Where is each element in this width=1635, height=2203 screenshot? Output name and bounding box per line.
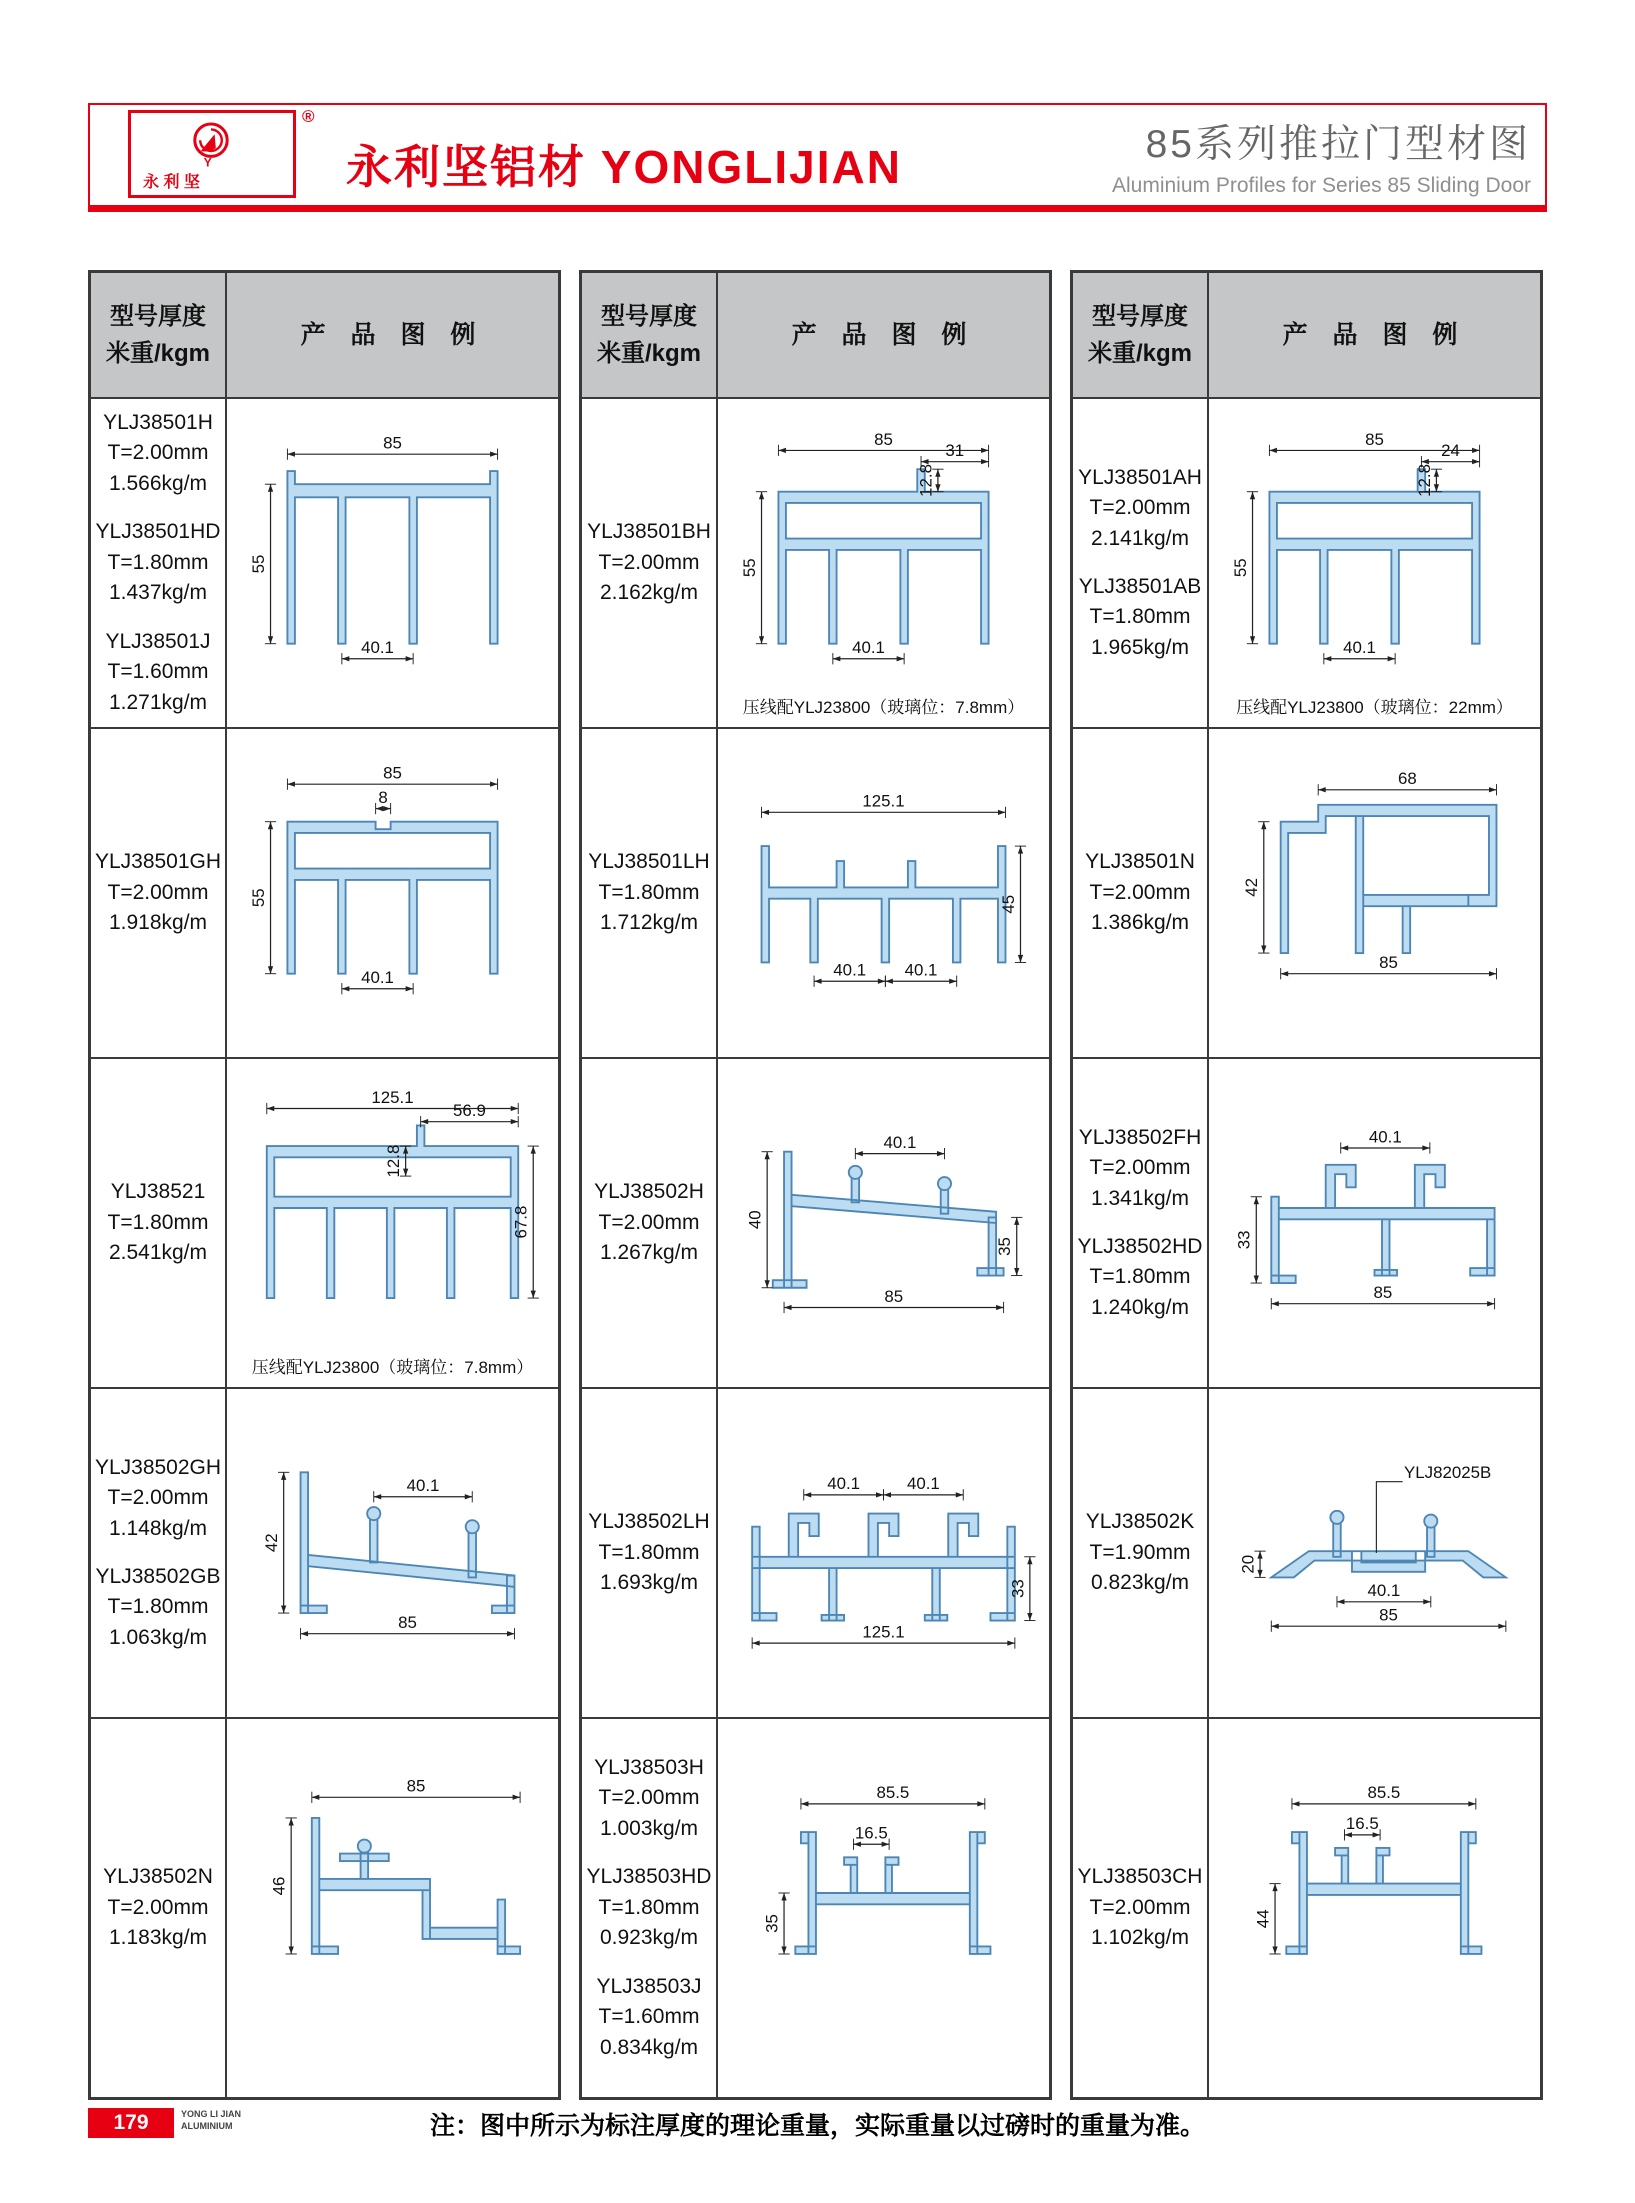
dim-value: 12.8	[1414, 464, 1434, 497]
dimension	[270, 1818, 297, 1954]
model-cell	[91, 1389, 227, 1719]
dimension	[762, 1893, 789, 1954]
model-list	[91, 1719, 225, 2097]
profile-shape	[312, 1818, 520, 1954]
dim-value: 16.5	[1345, 1814, 1379, 1834]
model-entry	[1085, 847, 1195, 938]
model-w: 2.541kg/m	[108, 1241, 208, 1265]
header	[88, 103, 1547, 212]
dimension	[740, 492, 767, 644]
dim-value: 55	[739, 558, 759, 578]
dimension	[376, 788, 391, 814]
model-w: 1.437kg/m	[108, 581, 208, 605]
glazing-note: 压线配YLJ23800（玻璃位：22mm）	[1236, 698, 1513, 717]
dimension	[1341, 1127, 1430, 1153]
page-subtitle: Aluminium Profiles for Series 85 Sliding Door	[1111, 174, 1531, 197]
model-code: YLJ38501GH	[94, 850, 222, 874]
profile-shape	[287, 471, 497, 644]
profile-shape	[752, 1514, 1015, 1621]
model-entry	[1078, 463, 1202, 554]
dimension	[1318, 769, 1496, 795]
model-t: T=1.80mm	[1089, 1265, 1191, 1289]
dimension	[249, 822, 276, 974]
profile-diagram	[1215, 1393, 1534, 1683]
dimension	[1231, 492, 1258, 644]
dimension	[342, 638, 413, 664]
dimension	[746, 1152, 773, 1288]
dimension	[784, 1287, 1004, 1313]
profile-shape	[1271, 1521, 1506, 1577]
page-title: 85系列推拉门型材图	[1145, 123, 1531, 166]
dim-value: 44	[1253, 1909, 1273, 1929]
model-cell	[91, 399, 227, 729]
diagram-cell	[227, 1389, 558, 1719]
dimension	[885, 961, 956, 987]
dimension	[342, 968, 413, 994]
model-code: YLJ38501HD	[95, 520, 221, 544]
diagram-cell	[1209, 399, 1540, 729]
model-code: YLJ38503CH	[1077, 1865, 1203, 1889]
model-w: 1.240kg/m	[1090, 1295, 1190, 1319]
dim-value: 85	[398, 1613, 417, 1633]
dim-value: 40.1	[883, 1132, 917, 1152]
profile-shape	[778, 469, 988, 644]
profile-shape	[1269, 469, 1479, 644]
dim-value: 85.5	[876, 1783, 910, 1803]
model-entry	[588, 1507, 709, 1598]
diagram-cell	[227, 1059, 558, 1389]
model-list	[582, 1719, 716, 2097]
model-list	[582, 399, 716, 727]
fitting-label: YLJ82025B	[1404, 1462, 1492, 1482]
dim-value: 31	[945, 441, 965, 461]
model-list	[91, 1059, 225, 1387]
profile-table-group-3	[1070, 270, 1543, 2100]
model-list	[582, 729, 716, 1057]
diagram-cell	[1209, 1389, 1540, 1719]
column-header-line1: 型号厚度	[110, 302, 206, 330]
diagram-cell	[1209, 729, 1540, 1059]
dim-value: 40.1	[361, 638, 394, 658]
dim-value: 16.5	[854, 1823, 888, 1843]
diagram-cell	[718, 729, 1049, 1059]
dimension	[1337, 1581, 1431, 1607]
column-header-diagram	[718, 273, 1049, 399]
dim-value: 12.8	[384, 1144, 404, 1178]
dimension	[801, 1783, 985, 1809]
profile-diagram	[724, 1393, 1043, 1683]
dimension	[1238, 1551, 1265, 1577]
model-entry	[103, 408, 213, 499]
dim-value: 85	[406, 1776, 426, 1796]
model-w: 1.148kg/m	[108, 1516, 208, 1540]
diagram-cell	[1209, 1059, 1540, 1389]
model-t: T=1.80mm	[598, 1895, 700, 1919]
dimension	[1292, 1783, 1476, 1809]
model-entry	[587, 1862, 712, 1953]
model-entry	[1086, 1507, 1195, 1598]
model-list	[91, 399, 225, 727]
dim-value: 85.5	[1367, 1783, 1401, 1803]
dim-value: 42	[262, 1533, 282, 1553]
model-t: T=1.80mm	[1089, 605, 1191, 629]
column-header-diagram	[227, 273, 558, 399]
dimension	[833, 638, 904, 664]
glazing-note: 压线配YLJ23800（玻璃位：7.8mm）	[742, 698, 1025, 717]
dim-value: 85	[1379, 1605, 1398, 1625]
footer-brand-line1: YONG LI JIAN	[181, 2109, 242, 2119]
profile-diagram	[724, 733, 1043, 1023]
model-t: T=1.80mm	[598, 1540, 700, 1564]
footer-brand-line2: ALUMINIUM	[181, 2120, 233, 2131]
profile-diagram	[1215, 1723, 1534, 2063]
dimension	[1271, 1283, 1494, 1309]
profile-diagram	[1215, 1063, 1534, 1353]
dim-value: 85	[1379, 953, 1398, 973]
dim-value: 46	[269, 1876, 289, 1896]
diagram-header-label: 产 品 图 例	[300, 320, 485, 349]
diagram-cell	[718, 1719, 1049, 2097]
column-header-line2: 米重/kgm	[1087, 340, 1192, 367]
model-list	[91, 1389, 225, 1717]
dim-value: 8	[378, 787, 388, 807]
dim-value: 125.1	[862, 791, 905, 811]
diagram-cell	[718, 399, 1049, 729]
model-cell	[1073, 1719, 1209, 2097]
dim-value: 40.1	[1368, 1127, 1402, 1147]
logo-chinese-text: 永 利 坚	[143, 174, 200, 191]
model-cell	[1073, 1059, 1209, 1389]
dimension	[752, 1622, 1015, 1648]
model-cell	[91, 729, 227, 1059]
model-w: 1.566kg/m	[108, 471, 208, 495]
model-entry	[594, 1177, 704, 1268]
dim-value: 40.1	[361, 968, 394, 988]
column-header-model	[1073, 273, 1209, 399]
dim-value: 125.1	[862, 1622, 905, 1642]
dim-value: 85	[1373, 1283, 1393, 1303]
profile-diagram	[1215, 733, 1534, 1023]
dimension	[814, 961, 885, 987]
dim-value: 33	[1008, 1579, 1028, 1599]
model-w: 1.693kg/m	[599, 1571, 699, 1595]
dimension	[1242, 822, 1269, 953]
footer-note: 注：图中所示为标注厚度的理论重量，实际重量以过磅时的重量为准。	[429, 2112, 1205, 2140]
company-name-cn: 永利坚铝材	[346, 141, 586, 193]
dim-value: 56.9	[453, 1101, 486, 1121]
model-w: 2.141kg/m	[1090, 526, 1190, 550]
dim-value: 35	[762, 1914, 782, 1933]
model-code: YLJ38501H	[103, 411, 213, 435]
profile-shape	[287, 822, 497, 974]
model-list	[582, 1389, 716, 1717]
model-code: YLJ38503J	[596, 1974, 702, 1998]
model-code: YLJ38501N	[1085, 850, 1195, 874]
dim-value: 85	[383, 763, 402, 783]
model-t: T=1.80mm	[598, 880, 700, 904]
logo-swirl-icon	[181, 115, 241, 175]
model-code: YLJ38502H	[594, 1180, 704, 1204]
dimension	[1324, 638, 1395, 664]
column-header-line1: 型号厚度	[1092, 302, 1188, 330]
profile-shape	[762, 846, 1006, 962]
model-list	[1073, 1389, 1207, 1717]
dimension	[995, 1217, 1022, 1275]
model-t: T=2.00mm	[598, 550, 700, 574]
dimension	[916, 464, 943, 497]
model-entry	[108, 1177, 209, 1268]
dimension	[287, 434, 497, 460]
dim-value: 40.1	[852, 638, 885, 658]
dimension	[762, 792, 1006, 818]
model-list	[582, 1059, 716, 1387]
model-entry	[103, 1862, 213, 1953]
model-t: T=2.00mm	[107, 880, 209, 904]
model-w: 0.923kg/m	[599, 1926, 699, 1950]
model-code: YLJ38501J	[105, 629, 211, 653]
profile-diagram	[233, 1393, 552, 1683]
model-code: YLJ38502N	[103, 1865, 213, 1889]
model-code: YLJ38502GB	[95, 1565, 221, 1588]
dimension	[1415, 464, 1442, 497]
profile-shape	[1271, 1165, 1494, 1283]
model-code: YLJ38501BH	[587, 520, 711, 544]
model-list	[1073, 399, 1207, 727]
column-header-line1: 型号厚度	[601, 302, 697, 330]
dimension	[262, 1472, 289, 1613]
model-cell	[582, 1059, 718, 1389]
model-w: 2.162kg/m	[599, 581, 699, 605]
dimension	[1271, 1606, 1506, 1632]
model-cell	[91, 1059, 227, 1389]
model-code: YLJ38501LH	[588, 850, 710, 874]
column-header-model	[91, 273, 227, 399]
dim-value: 42	[1242, 877, 1262, 897]
model-t: T=1.80mm	[107, 1595, 209, 1619]
model-entry	[105, 627, 210, 718]
model-code: YLJ38502GH	[94, 1455, 222, 1479]
model-list	[1073, 1719, 1207, 2097]
dimension	[921, 441, 989, 467]
model-code: YLJ38521	[110, 1180, 206, 1204]
model-w: 1.271kg/m	[108, 690, 208, 714]
dimension	[804, 1474, 884, 1500]
model-entry	[96, 1562, 221, 1653]
company-name	[346, 131, 902, 197]
logo-y-letter: Y	[203, 155, 212, 170]
model-code: YLJ38502LH	[588, 1510, 710, 1534]
model-cell	[1073, 1389, 1209, 1719]
dimension	[374, 1476, 473, 1502]
diagram-cell	[1209, 1719, 1540, 2097]
model-t: T=2.00mm	[1089, 880, 1191, 904]
model-w: 0.834kg/m	[599, 2035, 699, 2059]
model-w: 1.918kg/m	[108, 911, 208, 935]
dimension	[1281, 953, 1497, 979]
model-code: YLJ38501AH	[1078, 465, 1202, 489]
model-cell	[91, 1719, 227, 2097]
model-entry	[1079, 572, 1202, 663]
model-w: 1.267kg/m	[599, 1241, 699, 1265]
dimension	[287, 764, 497, 790]
profile-diagram	[233, 1723, 552, 2063]
dim-value: 85	[884, 1286, 904, 1306]
diagram-cell	[227, 1719, 558, 2097]
dim-value: 40.1	[827, 1474, 861, 1494]
model-code: YLJ38502HD	[1077, 1235, 1203, 1258]
column-header-line2: 米重/kgm	[596, 340, 701, 367]
model-cell	[1073, 729, 1209, 1059]
dim-value: 125.1	[371, 1087, 414, 1107]
dim-value: 40.1	[904, 960, 938, 980]
dim-value: 40.1	[1343, 638, 1376, 658]
model-entry	[96, 517, 221, 608]
model-t: T=2.00mm	[107, 441, 209, 465]
dim-value: 85	[1365, 429, 1384, 449]
model-code: YLJ38503HD	[586, 1865, 712, 1889]
dim-value: 12.8	[916, 464, 936, 497]
model-t: T=1.60mm	[598, 2005, 700, 2029]
profile-shape	[795, 1832, 990, 1954]
model-t: T=2.00mm	[598, 1786, 700, 1810]
model-entry	[1078, 1862, 1203, 1953]
dimension	[1344, 1814, 1380, 1840]
model-t: T=1.80mm	[107, 550, 209, 574]
profile-diagram	[233, 733, 552, 1023]
model-t: T=2.00mm	[598, 1210, 700, 1234]
dim-value: 24	[1441, 441, 1460, 461]
model-w: 1.341kg/m	[1090, 1186, 1190, 1210]
dimension	[1421, 441, 1479, 467]
page-title-block	[1112, 113, 1531, 198]
model-cell	[582, 729, 718, 1059]
dimension	[1235, 1197, 1262, 1283]
profile-diagram	[233, 403, 552, 693]
model-w: 1.965kg/m	[1090, 635, 1190, 659]
model-t: T=1.90mm	[1089, 1540, 1191, 1564]
dim-value: 55	[248, 554, 268, 574]
dim-value: 20	[1238, 1554, 1258, 1574]
page-number-badge: 179	[88, 2108, 174, 2138]
dim-value: 40.1	[833, 960, 867, 980]
profile-diagram	[233, 1063, 552, 1353]
diagram-header-label: 产 品 图 例	[1282, 320, 1467, 349]
model-code: YLJ38503H	[594, 1756, 704, 1780]
dimension	[249, 484, 276, 644]
model-entry	[587, 517, 711, 608]
diagram-header-label: 产 品 图 例	[791, 320, 976, 349]
model-w: 1.712kg/m	[599, 911, 699, 935]
model-w: 1.102kg/m	[1090, 1926, 1190, 1950]
model-code: YLJ38501AB	[1078, 575, 1202, 598]
model-cell	[582, 1389, 718, 1719]
dim-value: 67.8	[511, 1205, 531, 1239]
model-cell	[1073, 399, 1209, 729]
model-w: 1.003kg/m	[599, 1816, 699, 1840]
model-entry	[95, 847, 221, 938]
model-entry	[1079, 1123, 1202, 1214]
model-w: 1.063kg/m	[108, 1625, 208, 1649]
model-list	[91, 729, 225, 1057]
model-w: 1.183kg/m	[108, 1926, 208, 1950]
dim-value: 33	[1234, 1230, 1254, 1250]
profile-table-group-1	[88, 270, 561, 2100]
model-t: T=2.00mm	[107, 1895, 209, 1919]
model-cell	[582, 399, 718, 729]
company-logo	[128, 110, 296, 198]
company-name-en: YONGLIJIAN	[600, 141, 902, 193]
dimension	[421, 1101, 519, 1127]
model-code: YLJ38502FH	[1078, 1125, 1202, 1149]
model-list	[1073, 1059, 1207, 1387]
column-header-model	[582, 273, 718, 399]
glazing-note: 压线配YLJ23800（玻璃位：7.8mm）	[251, 1358, 534, 1377]
dim-value: 40	[745, 1210, 765, 1230]
leader-line	[1376, 1482, 1402, 1553]
model-t: T=2.00mm	[107, 1486, 209, 1510]
model-code: YLJ38502K	[1085, 1510, 1195, 1534]
model-t: T=2.00mm	[1089, 496, 1191, 520]
model-entry	[95, 1453, 221, 1544]
dim-value: 45	[998, 894, 1018, 914]
model-entry	[588, 847, 709, 938]
diagram-cell	[227, 729, 558, 1059]
diagram-cell	[718, 1389, 1049, 1719]
profile-shape	[1286, 1832, 1481, 1954]
profile-diagram	[1215, 403, 1534, 693]
diagram-cell	[227, 399, 558, 729]
registered-mark: ®	[302, 107, 315, 126]
dim-value: 35	[995, 1237, 1015, 1256]
dim-value: 40.1	[406, 1476, 440, 1496]
model-w: 0.823kg/m	[1090, 1571, 1190, 1595]
column-header-line2: 米重/kgm	[105, 340, 210, 367]
model-t: T=2.00mm	[1089, 1156, 1191, 1180]
dim-value: 55	[1230, 558, 1250, 578]
model-t: T=2.00mm	[1089, 1895, 1191, 1919]
profile-diagram	[724, 1063, 1043, 1353]
column-header-diagram	[1209, 273, 1540, 399]
dimension	[301, 1613, 515, 1639]
profile-diagram	[724, 1723, 1043, 2063]
profile-shape	[1281, 805, 1497, 953]
dimension	[855, 1133, 944, 1159]
profile-diagram	[724, 403, 1043, 693]
model-entry	[1078, 1232, 1203, 1323]
model-t: T=1.60mm	[107, 660, 209, 684]
model-t: T=1.80mm	[107, 1210, 209, 1234]
model-w: 1.386kg/m	[1090, 911, 1190, 935]
profile-shape	[773, 1152, 1004, 1288]
model-entry	[596, 1972, 701, 2063]
dim-value: 40.1	[1367, 1581, 1401, 1601]
dimension	[853, 1824, 889, 1850]
dim-value: 55	[248, 888, 268, 908]
model-cell	[582, 1719, 718, 2097]
dim-value: 85	[383, 433, 402, 453]
model-entry	[594, 1753, 704, 1844]
dimension	[312, 1777, 520, 1803]
dimension	[1253, 1884, 1280, 1954]
dim-value: 40.1	[906, 1474, 940, 1494]
dim-value: 68	[1397, 769, 1417, 789]
profile-table-group-2	[579, 270, 1052, 2100]
dim-value: 85	[874, 429, 893, 449]
dimension	[884, 1474, 964, 1500]
model-list	[1073, 729, 1207, 1057]
diagram-cell	[718, 1059, 1049, 1389]
